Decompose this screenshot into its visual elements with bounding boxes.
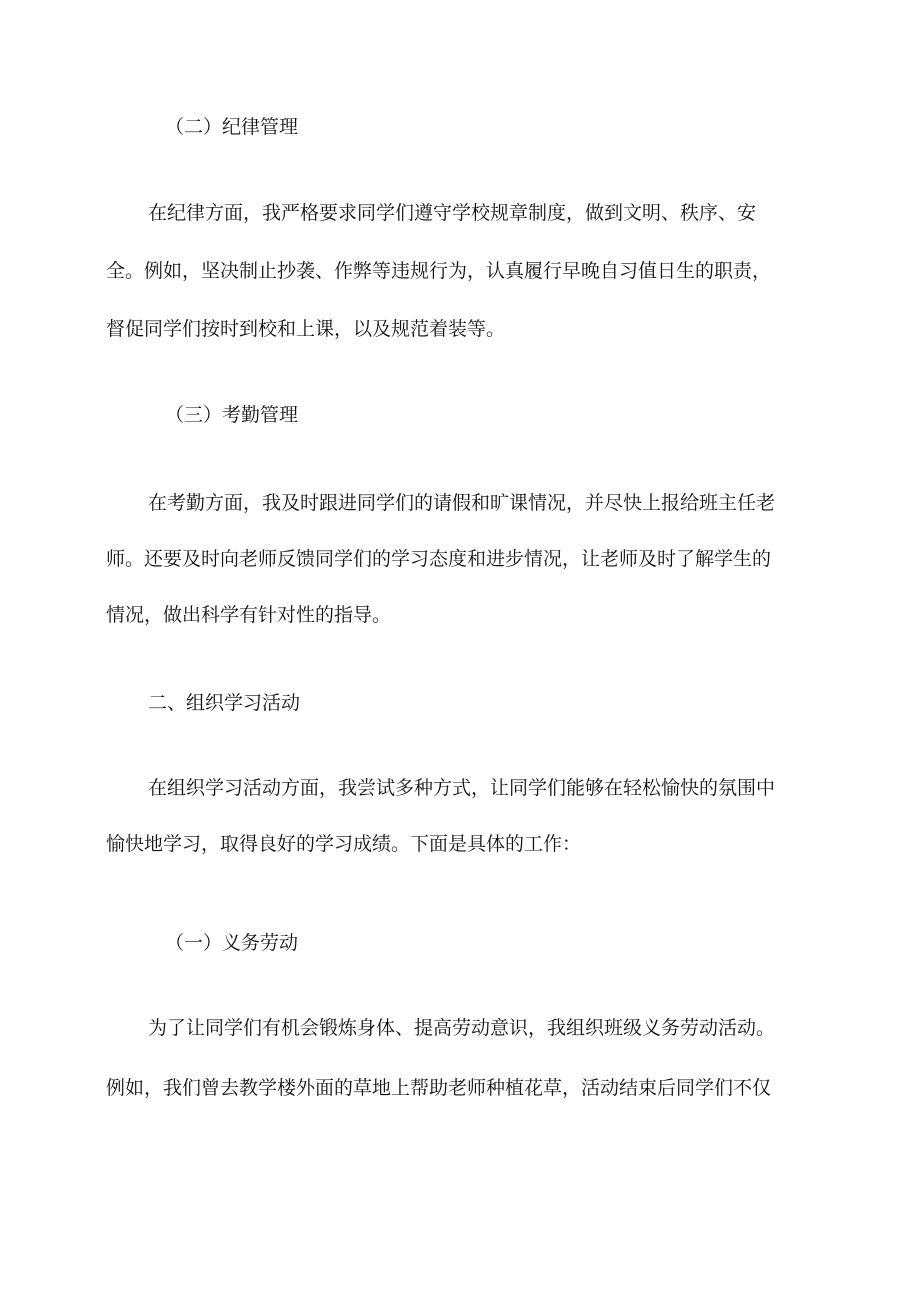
paragraph-discipline xyxy=(106,186,828,356)
paragraph-line: 师。还要及时向老师反馈同学们的学习态度和进步情况，让老师及时了解学生的 xyxy=(106,548,772,570)
paragraph-attendance xyxy=(106,476,828,642)
section-heading-volunteer-labor xyxy=(165,916,845,970)
section-heading-attendance xyxy=(165,388,845,442)
paragraph-line: 全。例如，坚决制止抄袭、作弊等违规行为，认真履行早晚自习值日生的职责， xyxy=(106,260,772,282)
paragraph-line: 为了让同学们有机会锻炼身体、提高劳动意识，我组织班级义务劳动活动。 xyxy=(148,1017,776,1039)
paragraph-line: 在组织学习活动方面，我尝试多种方式，让同学们能够在轻松愉快的氛围中 xyxy=(148,777,776,799)
paragraph-line: 情况，做出科学有针对性的指导。 xyxy=(106,604,392,626)
paragraph-line: 在考勤方面，我及时跟进同学们的请假和旷课情况，并尽快上报给班主任老 xyxy=(148,492,776,514)
paragraph-line: 在纪律方面，我严格要求同学们遵守学校规章制度，做到文明、秩序、安 xyxy=(148,202,757,224)
paragraph-line: 例如，我们曾去教学楼外面的草地上帮助老师种植花草，活动结束后同学们不仅 xyxy=(106,1077,772,1099)
paragraph-volunteer-labor xyxy=(106,1001,828,1115)
heading-text: 二、组织学习活动 xyxy=(148,692,301,714)
section-heading-discipline xyxy=(165,100,845,154)
paragraph-line: 督促同学们按时到校和上课，以及规范着装等。 xyxy=(106,318,506,340)
section-heading-study-activities xyxy=(148,676,828,730)
paragraph-line: 愉快地学习，取得良好的学习成绩。下面是具体的工作： xyxy=(106,833,582,855)
heading-text: （二）纪律管理 xyxy=(165,116,299,138)
heading-text: （三）考勤管理 xyxy=(165,404,299,426)
paragraph-study-activities xyxy=(106,761,828,871)
heading-text: （一）义务劳动 xyxy=(165,932,299,954)
